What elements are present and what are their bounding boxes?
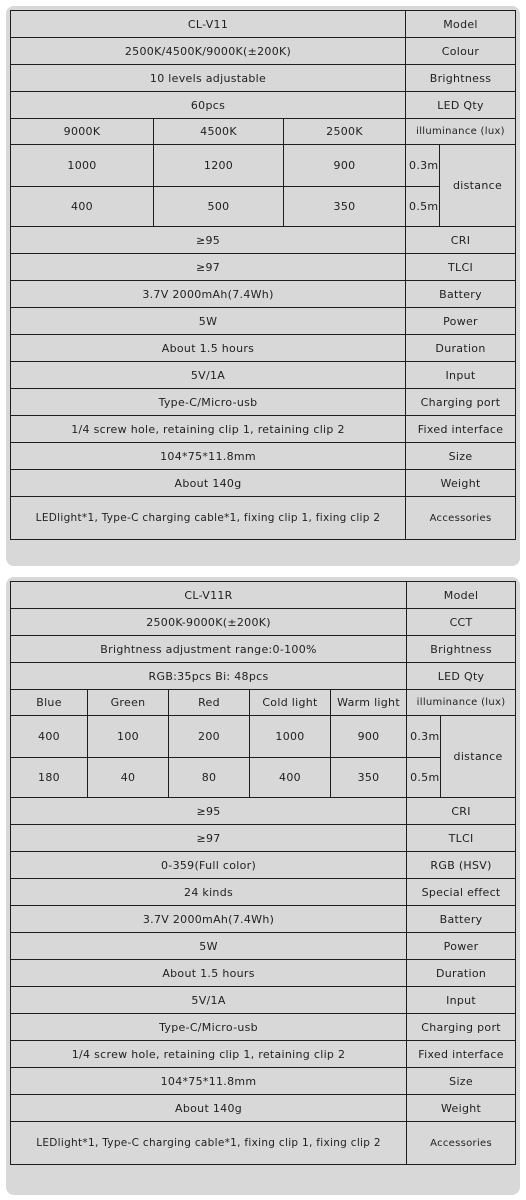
spec-label: Weight	[407, 1095, 516, 1122]
spec-label: RGB (HSV)	[407, 852, 516, 879]
illuminance-label: illuminance (lux)	[406, 119, 516, 145]
spec-value: 3.7V 2000mAh(7.4Wh)	[11, 906, 407, 933]
spec-table-cl-v11	[10, 10, 516, 540]
spec-row-fixed-interface	[11, 1041, 516, 1068]
illuminance-cell: 200	[169, 716, 250, 758]
led-qty-label: LED Qty	[406, 92, 516, 119]
spec-row-power	[11, 933, 516, 960]
illuminance-header-cell: 2500K	[284, 119, 406, 145]
spec-value: Type-C/Micro-usb	[11, 1014, 407, 1041]
spec-value: 1/4 screw hole, retaining clip 1, retaining clip 2	[11, 1041, 407, 1068]
spec-label: Battery	[407, 906, 516, 933]
illuminance-cell: 400	[11, 187, 154, 227]
colour-value: 2500K/4500K/9000K(±200K)	[11, 38, 406, 65]
spec-value: 24 kinds	[11, 879, 407, 906]
spec-label: Size	[407, 1068, 516, 1095]
illuminance-cell: 350	[331, 758, 407, 798]
spec-value: 104*75*11.8mm	[11, 443, 406, 470]
model-value: CL-V11	[11, 11, 406, 38]
spec-label: CRI	[407, 798, 516, 825]
model-value: CL-V11R	[11, 582, 407, 609]
spec-label: Power	[406, 308, 516, 335]
spec-value: 3.7V 2000mAh(7.4Wh)	[11, 281, 406, 308]
brightness-label: Brightness	[407, 636, 516, 663]
spec-row-brightness	[11, 636, 516, 663]
spec-label: Fixed interface	[407, 1041, 516, 1068]
illuminance-header-row	[11, 690, 516, 716]
spec-label: Accessories	[407, 1122, 516, 1165]
led-qty-value: 60pcs	[11, 92, 406, 119]
illuminance-cell: 900	[331, 716, 407, 758]
spec-value: Type-C/Micro-usb	[11, 389, 406, 416]
illuminance-header-cell: 4500K	[154, 119, 284, 145]
illuminance-header-cell: Cold light	[250, 690, 331, 716]
spec-row-led-qty	[11, 92, 516, 119]
spec-row-tlci	[11, 825, 516, 852]
spec-row-fixed-interface	[11, 416, 516, 443]
illuminance-header-cell: Red	[169, 690, 250, 716]
distance-label: distance	[441, 716, 516, 798]
spec-value: 5V/1A	[11, 987, 407, 1014]
illuminance-cell: 400	[250, 758, 331, 798]
spec-row-cct	[11, 609, 516, 636]
model-label: Model	[406, 11, 516, 38]
distance-value: 0.3m	[407, 716, 441, 758]
spec-value: 5V/1A	[11, 362, 406, 389]
spec-row-rgb-hsv	[11, 852, 516, 879]
spec-row-tlci	[11, 254, 516, 281]
spec-row-power	[11, 308, 516, 335]
spec-card-cl-v11	[6, 6, 520, 566]
illuminance-cell: 80	[169, 758, 250, 798]
brightness-value: Brightness adjustment range:0-100%	[11, 636, 407, 663]
spec-row-battery	[11, 906, 516, 933]
spec-row-size	[11, 1068, 516, 1095]
spec-label: Charging port	[407, 1014, 516, 1041]
spec-row-cri	[11, 227, 516, 254]
illuminance-cell: 900	[284, 145, 406, 187]
illuminance-row-05m	[11, 758, 516, 798]
spec-row-colour	[11, 38, 516, 65]
spec-row-input	[11, 987, 516, 1014]
spec-row-battery	[11, 281, 516, 308]
spec-label: TLCI	[407, 825, 516, 852]
spec-value: About 1.5 hours	[11, 335, 406, 362]
brightness-label: Brightness	[406, 65, 516, 92]
spec-label: CRI	[406, 227, 516, 254]
spec-label: Duration	[407, 960, 516, 987]
spec-row-charging-port	[11, 389, 516, 416]
spec-label: TLCI	[406, 254, 516, 281]
spec-row-special-effect	[11, 879, 516, 906]
spec-value: 104*75*11.8mm	[11, 1068, 407, 1095]
illuminance-label: illuminance (lux)	[407, 690, 516, 716]
spec-label: Duration	[406, 335, 516, 362]
model-label: Model	[407, 582, 516, 609]
distance-label: distance	[440, 145, 516, 227]
spec-value: 0-359(Full color)	[11, 852, 407, 879]
spec-value: 1/4 screw hole, retaining clip 1, retaining clip 2	[11, 416, 406, 443]
colour-label: Colour	[406, 38, 516, 65]
spec-row-duration	[11, 335, 516, 362]
spec-value: ≥97	[11, 254, 406, 281]
spec-label: Input	[407, 987, 516, 1014]
spec-label: Charging port	[406, 389, 516, 416]
spec-row-charging-port	[11, 1014, 516, 1041]
spec-label: Accessories	[406, 497, 516, 540]
cct-value: 2500K-9000K(±200K)	[11, 609, 407, 636]
spec-value: About 140g	[11, 470, 406, 497]
illuminance-cell: 1000	[11, 145, 154, 187]
spec-label: Input	[406, 362, 516, 389]
spec-row-duration	[11, 960, 516, 987]
spec-value: About 1.5 hours	[11, 960, 407, 987]
spec-row-weight	[11, 470, 516, 497]
illuminance-cell: 40	[88, 758, 169, 798]
spec-label: Weight	[406, 470, 516, 497]
spec-value: ≥97	[11, 825, 407, 852]
spec-label: Special effect	[407, 879, 516, 906]
spec-row-size	[11, 443, 516, 470]
spec-value: 5W	[11, 308, 406, 335]
spec-value: 5W	[11, 933, 407, 960]
illuminance-cell: 1000	[250, 716, 331, 758]
illuminance-header-cell: Green	[88, 690, 169, 716]
spec-table-cl-v11r	[10, 581, 516, 1165]
distance-value: 0.3m	[406, 145, 440, 187]
illuminance-cell: 350	[284, 187, 406, 227]
spec-value: ≥95	[11, 227, 406, 254]
spec-label: Fixed interface	[406, 416, 516, 443]
distance-value: 0.5m	[406, 187, 440, 227]
spec-row-cri	[11, 798, 516, 825]
illuminance-row-03m	[11, 716, 516, 758]
spec-row-brightness	[11, 65, 516, 92]
spec-row-accessories	[11, 1122, 516, 1165]
spec-label: Power	[407, 933, 516, 960]
illuminance-cell: 100	[88, 716, 169, 758]
illuminance-row-03m	[11, 145, 516, 187]
spec-row-accessories	[11, 497, 516, 540]
spec-row-led-qty	[11, 663, 516, 690]
illuminance-header-cell: Warm light	[331, 690, 407, 716]
illuminance-cell: 400	[11, 716, 88, 758]
illuminance-cell: 1200	[154, 145, 284, 187]
spec-value: About 140g	[11, 1095, 407, 1122]
illuminance-cell: 180	[11, 758, 88, 798]
spec-row-model	[11, 11, 516, 38]
led-qty-value: RGB:35pcs Bi: 48pcs	[11, 663, 407, 690]
distance-value: 0.5m	[407, 758, 441, 798]
illuminance-header-row	[11, 119, 516, 145]
spec-row-input	[11, 362, 516, 389]
brightness-value: 10 levels adjustable	[11, 65, 406, 92]
illuminance-cell: 500	[154, 187, 284, 227]
spec-row-weight	[11, 1095, 516, 1122]
spec-label: Battery	[406, 281, 516, 308]
spec-value: ≥95	[11, 798, 407, 825]
spec-value: LEDlight*1, Type-C charging cable*1, fixing clip 1, fixing clip 2	[11, 497, 406, 540]
spec-card-cl-v11r	[6, 577, 520, 1195]
spec-row-model	[11, 582, 516, 609]
spec-value: LEDlight*1, Type-C charging cable*1, fixing clip 1, fixing clip 2	[11, 1122, 407, 1165]
cct-label: CCT	[407, 609, 516, 636]
illuminance-header-cell: Blue	[11, 690, 88, 716]
spec-label: Size	[406, 443, 516, 470]
led-qty-label: LED Qty	[407, 663, 516, 690]
illuminance-header-cell: 9000K	[11, 119, 154, 145]
